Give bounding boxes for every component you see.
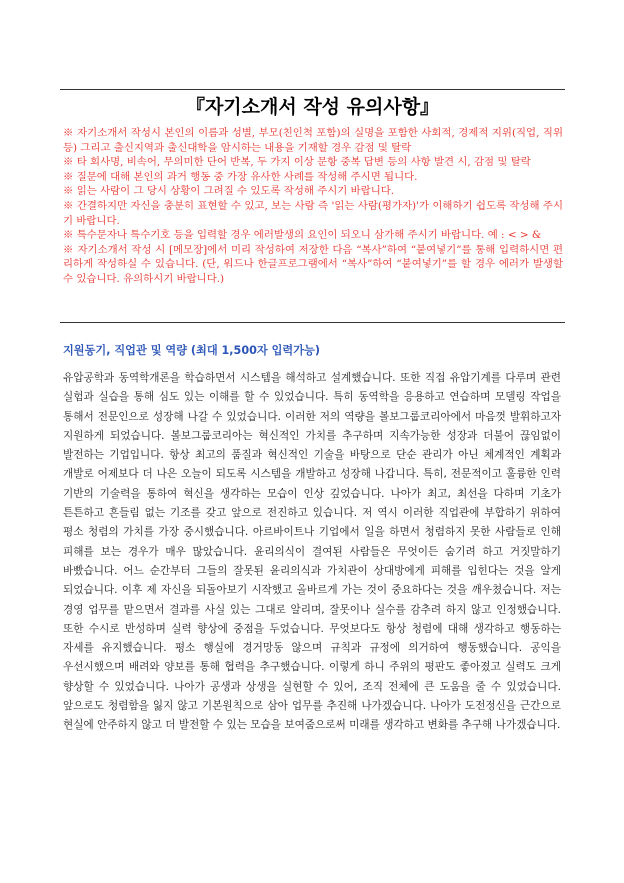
guideline-item: ※ 질문에 대해 본인의 과거 행동 중 가장 유사한 사례를 작성해 주시면 됩니다. <box>63 170 418 183</box>
guideline-item: ※ 간결하지만 자신을 충분히 표현할 수 있고, 보는 사람 즉 '읽는 사람(평가자)'가 이해하기 쉽도록 작성해 주시기 바랍니다. <box>63 199 563 227</box>
essay-body: 유압공학과 동역학개론을 학습하면서 시스템을 해석하고 설계했습니다. 또한 직접 유압기계를 다루며 관련 실험과 실습을 통해 심도 있는 이해를 할 수 있었습니다. 특히 동역학을 응용하고 연습하며 모델링 작업을 통해서 전문인으로 성장해 나갈 수 있었습니다. 이러한 저의 역량을 볼보그룹코리아에서 마음껏 발휘하고자 지원하게 되었습니다. 볼보그룹코리아는 혁신적인 가치를 추구하며 지속가능한 성장과 더불어 끊임없이 발전하는 기업입니다. 항상 최고의 품질과 혁신적인 기술을 바탕으로 단순 관리가 아닌 체계적인 계획과 개발로 어제보다 더 나은 오늘이 되도록 시스템을 개발하고 성장해 나갑니다. 특히, 전문적이고 훌륭한 인력 기반의 기술력을 통하여 혁신을 생각하는 모습이 인상 깊었습니다. 나아가 최고, 최선을 다하며 기초가 튼튼하고 흔들림 없는 기조를 갖고 앞으로 전진하고 있습니다. 저 역시 이러한 직업관에 부합하기 위하여 평소 청렴의 가치를 가장 중시했습니다. 아르바이트나 기업에서 일을 하면서 청렴하지 못한 사람들로 인해 피해를 보는 경우가 매우 많았습니다. 윤리의식이 결여된 사람들은 무엇이든 숨기려 하고 거짓말하기 바빴습니다. 어느 순간부터 그들의 잘못된 윤리의식과 가치관이 상대방에게 피해를 입힌다는 것을 알게 되었습니다. 이후 제 자신을 되돌아보기 시작했고 올바르게 가는 것이 중요하다는 것을 깨우쳤습니다. 저는 경영 업무를 맡으면서 결과를 사실 있는 그대로 알리며, 잘못이나 실수를 감추려 하지 않고 인정했습니다. 또한 수시로 반성하며 실력 향상에 중점을 두었습니다. 무엇보다도 항상 청렴에 대해 생각하고 행동하는 자세를 유지했습니다. 평소 행실에 경거망동 않으며 규칙과 규정에 의거하여 행동했습니다. 공익을 우선시했으며 배려와 양보를 통해 협력을 추구했습니다. 이렇게 하니 주위의 평판도 좋아졌고 실력도 크게 향상할 수 있었습니다. 나아가 공생과 상생을 실현할 수 있어, 조직 전체에 큰 도움을 줄 수 있었습니다. 앞으로도 청렴함을 잃지 않고 기본원칙으로 삼아 업무를 추진해 나가겠습니다. 나아가 도전정신을 근간으로 현실에 안주하지 않고 더 발전할 수 있는 모습을 보여줌으로써 미래를 생각하고 변화를 추구해 나가겠습니다. <box>63 372 561 732</box>
guideline-item: ※ 자기소개서 작성 시 [메모장]에서 미리 작성하여 저장한 다음 “복사”하여 “붙여넣기”를 통해 입력하시면 편리하게 작성하실 수 있습니다. (단, 워드나 한글프로그램에서 “복사”하여 “붙여넣기”를 할 경우 에러가 발생할 수 있습니다. 유의하시기 바랍니다.) <box>63 243 563 285</box>
guideline-item: ※ 타 회사명, 비속어, 무의미한 단어 반복, 두 가지 이상 문항 중복 답변 등의 사항 발견 시, 감점 및 탈락 <box>63 156 531 169</box>
document-title: 『자기소개서 작성 유의사항』 <box>185 96 440 118</box>
section-heading: 지원동기, 직업관 및 역량 (최대 1,500자 입력가능) <box>63 344 320 357</box>
guidelines-list <box>63 126 563 287</box>
guideline-item: ※ 읽는 사람이 그 당시 상황이 그려질 수 있도록 작성해 주시기 바랍니다. <box>63 185 395 198</box>
guideline-item: ※ 특수문자나 특수기호 등을 입력할 경우 에러발생의 요인이 되오니 삼가해 주시기 바랍니다. 예 : < > & <box>63 229 542 242</box>
bottom-divider <box>60 322 565 323</box>
top-divider <box>60 89 565 90</box>
guideline-item: ※ 자기소개서 작성시 본인의 이름과 성별, 부모(친인척 포함)의 실명을 포함한 사회적, 경제적 지위(직업, 직위 등) 그리고 출신지역과 출신대학을 암시하는 내용을 기재할 경우 감점 및 탈락 <box>63 127 563 154</box>
